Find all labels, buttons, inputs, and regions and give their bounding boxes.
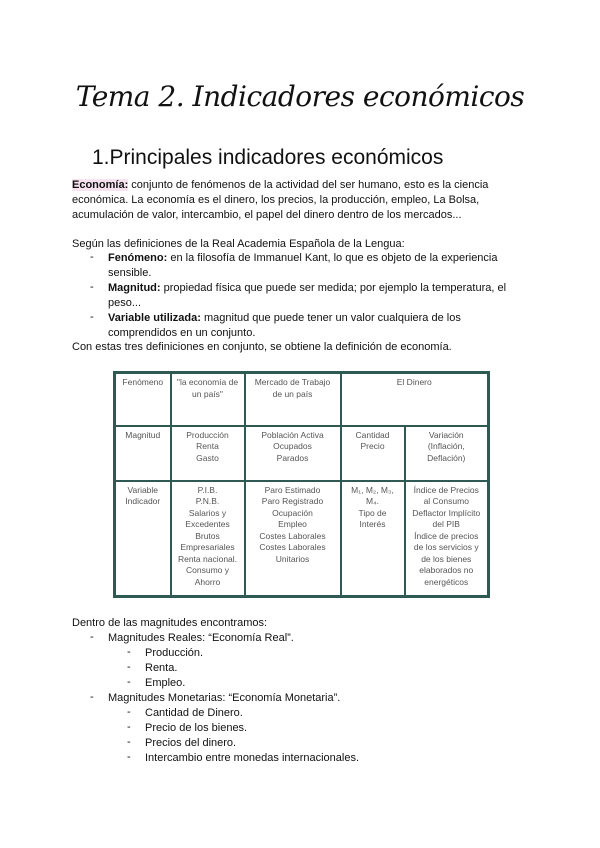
bullet-dash: - bbox=[90, 251, 94, 263]
definition-term: Variable utilizada: bbox=[108, 312, 201, 324]
table-cell: Índice de Precios al Consumo Deflactor Implícito del PIB Índice de precios de los servicios y de los bienes elaborados no energéticos bbox=[405, 481, 489, 597]
magnitudes-intro: Dentro de las magnitudes encontramos: bbox=[72, 617, 268, 629]
definition-text-cont: peso... bbox=[108, 297, 142, 309]
table-row bbox=[115, 481, 489, 597]
bullet-dash: - bbox=[127, 721, 131, 733]
conclusion-text: Con estas tres definiciones en conjunto, se obtiene la definición de economía. bbox=[72, 341, 452, 353]
table-cell: Paro Estimado Paro Registrado Ocupación Empleo Costes Laborales Costes Laborales Unitarios bbox=[245, 481, 341, 597]
page-title: Tema 2. Indicadores económicos bbox=[75, 80, 525, 113]
bullet-dash: - bbox=[90, 631, 94, 643]
bullet-dash: - bbox=[127, 676, 131, 688]
list-item: Renta. bbox=[145, 662, 178, 674]
bullet-dash: - bbox=[127, 736, 131, 748]
magnitude-monetary-label: Magnitudes Monetarias: “Economía Monetaria”. bbox=[108, 692, 341, 704]
intro-line-2: económica. La economía es el dinero, los precios, la producción, empleo, La Bolsa, bbox=[72, 194, 480, 206]
table-row bbox=[115, 373, 489, 426]
bullet-dash: - bbox=[127, 706, 131, 718]
definition-term: Fenómeno: bbox=[108, 252, 168, 264]
table-cell: Mercado de Trabajo de un país bbox=[245, 373, 341, 426]
table-cell: Cantidad Precio bbox=[341, 426, 405, 481]
list-item: Producción. bbox=[145, 647, 204, 659]
definition-item bbox=[108, 281, 528, 311]
intro-line-3: acumulación de valor, intercambio, el papel del dinero dentro de los mercados... bbox=[72, 209, 462, 221]
table-row bbox=[115, 426, 489, 481]
bullet-dash: - bbox=[127, 751, 131, 763]
table-cell: Variación (Inflación, Deflación) bbox=[405, 426, 489, 481]
definition-text: en la filosofía de Immanuel Kant, lo que es objeto de la experiencia bbox=[167, 252, 498, 264]
definition-item bbox=[108, 251, 528, 281]
bullet-dash: - bbox=[90, 691, 94, 703]
bullet-dash: - bbox=[127, 646, 131, 658]
table-cell: P.I.B. P.N.B. Salarios y Excedentes Brutos Empresariales Renta nacional. Consumo y Ahorro bbox=[171, 481, 245, 597]
definition-text: propiedad física que puede ser medida; por ejemplo la temperatura, el bbox=[160, 282, 507, 294]
table-cell: Población Activa Ocupados Parados bbox=[245, 426, 341, 481]
bullet-dash: - bbox=[127, 661, 131, 673]
magnitude-real-label: Magnitudes Reales: “Economía Real”. bbox=[108, 632, 294, 644]
table-cell: Variable Indicador bbox=[115, 481, 171, 597]
bullet-dash: - bbox=[90, 281, 94, 293]
table-cell: El Dinero bbox=[341, 373, 489, 426]
table-cell: Magnitud bbox=[115, 426, 171, 481]
definition-text-cont: comprendidos en un conjunto. bbox=[108, 327, 256, 339]
table-cell: M₁, M₂, M₃, M₄. Tipo de Interés bbox=[341, 481, 405, 597]
intro-paragraph bbox=[72, 178, 532, 223]
bullet-dash: - bbox=[90, 311, 94, 323]
section-heading: 1.Principales indicadores económicos bbox=[92, 146, 444, 169]
list-item: Precios del dinero. bbox=[145, 737, 237, 749]
table-cell: Producción Renta Gasto bbox=[171, 426, 245, 481]
list-item: Precio de los bienes. bbox=[145, 722, 248, 734]
intro-term: Economía: bbox=[72, 179, 129, 191]
indicator-table bbox=[113, 371, 490, 598]
intro-line-1: conjunto de fenómenos de la actividad del ser humano, esto es la ciencia bbox=[128, 179, 489, 191]
table-cell: Fenómeno bbox=[115, 373, 171, 426]
definition-text-cont: sensible. bbox=[108, 267, 152, 279]
list-item: Cantidad de Dinero. bbox=[145, 707, 243, 719]
list-item: Intercambio entre monedas internacionales. bbox=[145, 752, 360, 764]
definition-text: magnitud que puede tener un valor cualquiera de los bbox=[200, 312, 461, 324]
definition-item bbox=[108, 311, 528, 341]
table-cell: "la economía de un país" bbox=[171, 373, 245, 426]
list-item: Empleo. bbox=[145, 677, 186, 689]
definition-term: Magnitud: bbox=[108, 282, 161, 294]
rae-intro: Según las definiciones de la Real Academia Española de la Lengua: bbox=[72, 238, 405, 250]
